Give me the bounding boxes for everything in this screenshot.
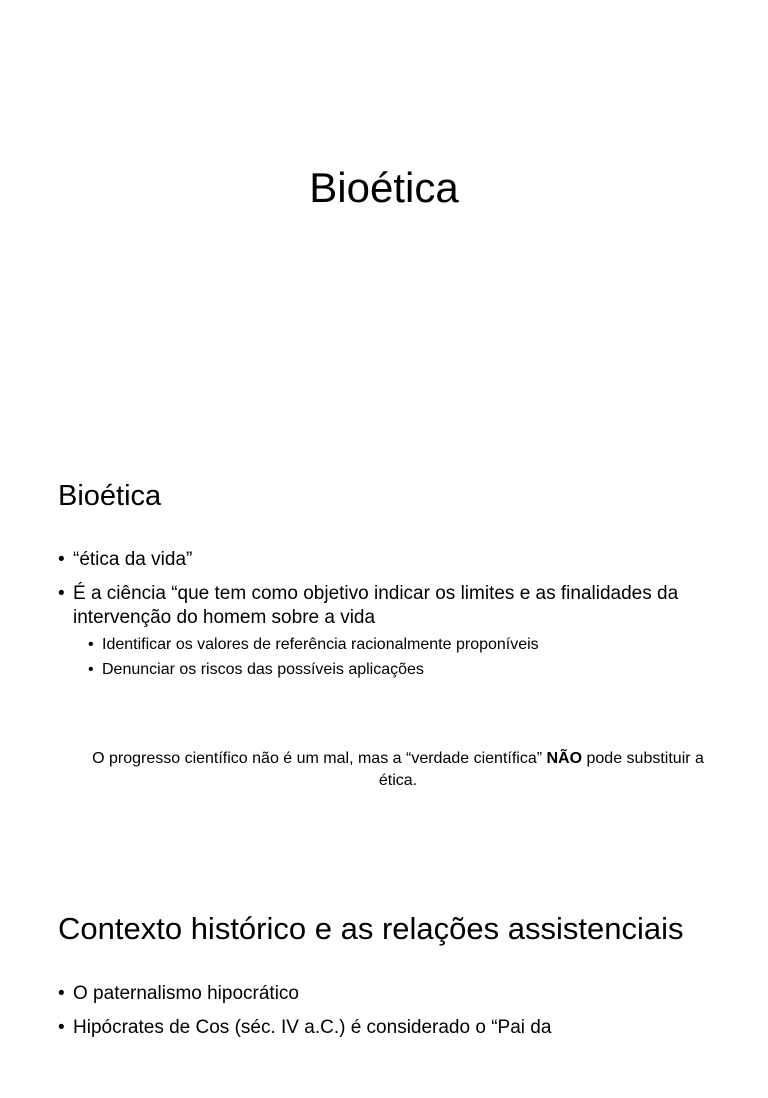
slide-contexto-historico [0, 898, 768, 1098]
quote-text [80, 748, 716, 792]
quote-text-end: pode substituir a ética. [378, 750, 704, 789]
slide-title: Bioética [309, 164, 459, 211]
bullet-list [58, 548, 718, 692]
quote-text-start: O progresso científico não é um mal, mas a “verdade científica” [92, 750, 547, 767]
slide-bioetica [0, 470, 768, 862]
bullet-item: • O paternalismo hipocrático [58, 982, 718, 1006]
bullet-item: • “ética da vida” [58, 548, 718, 572]
title-slide [0, 0, 768, 432]
sub-bullet-item: • Identificar os valores de referência racionalmente proponíveis [86, 632, 718, 657]
bullet-item [58, 582, 718, 682]
slide-heading: Contexto histórico e as relações assistenciais [58, 911, 684, 946]
sub-bullet-list [86, 632, 718, 682]
sub-bullet-item: • Denunciar os riscos das possíveis aplicações [86, 657, 718, 682]
bullet-text: É a ciência “que tem como objetivo indicar os limites e as finalidades da intervenção do homem sobre a vida [73, 583, 679, 628]
quote-emphasis: NÃO [546, 750, 583, 767]
bullet-list [58, 982, 718, 1050]
slide-heading: Bioética [58, 480, 162, 512]
bullet-item: • Hipócrates de Cos (séc. IV a.C.) é considerado o “Pai da [58, 1016, 718, 1040]
